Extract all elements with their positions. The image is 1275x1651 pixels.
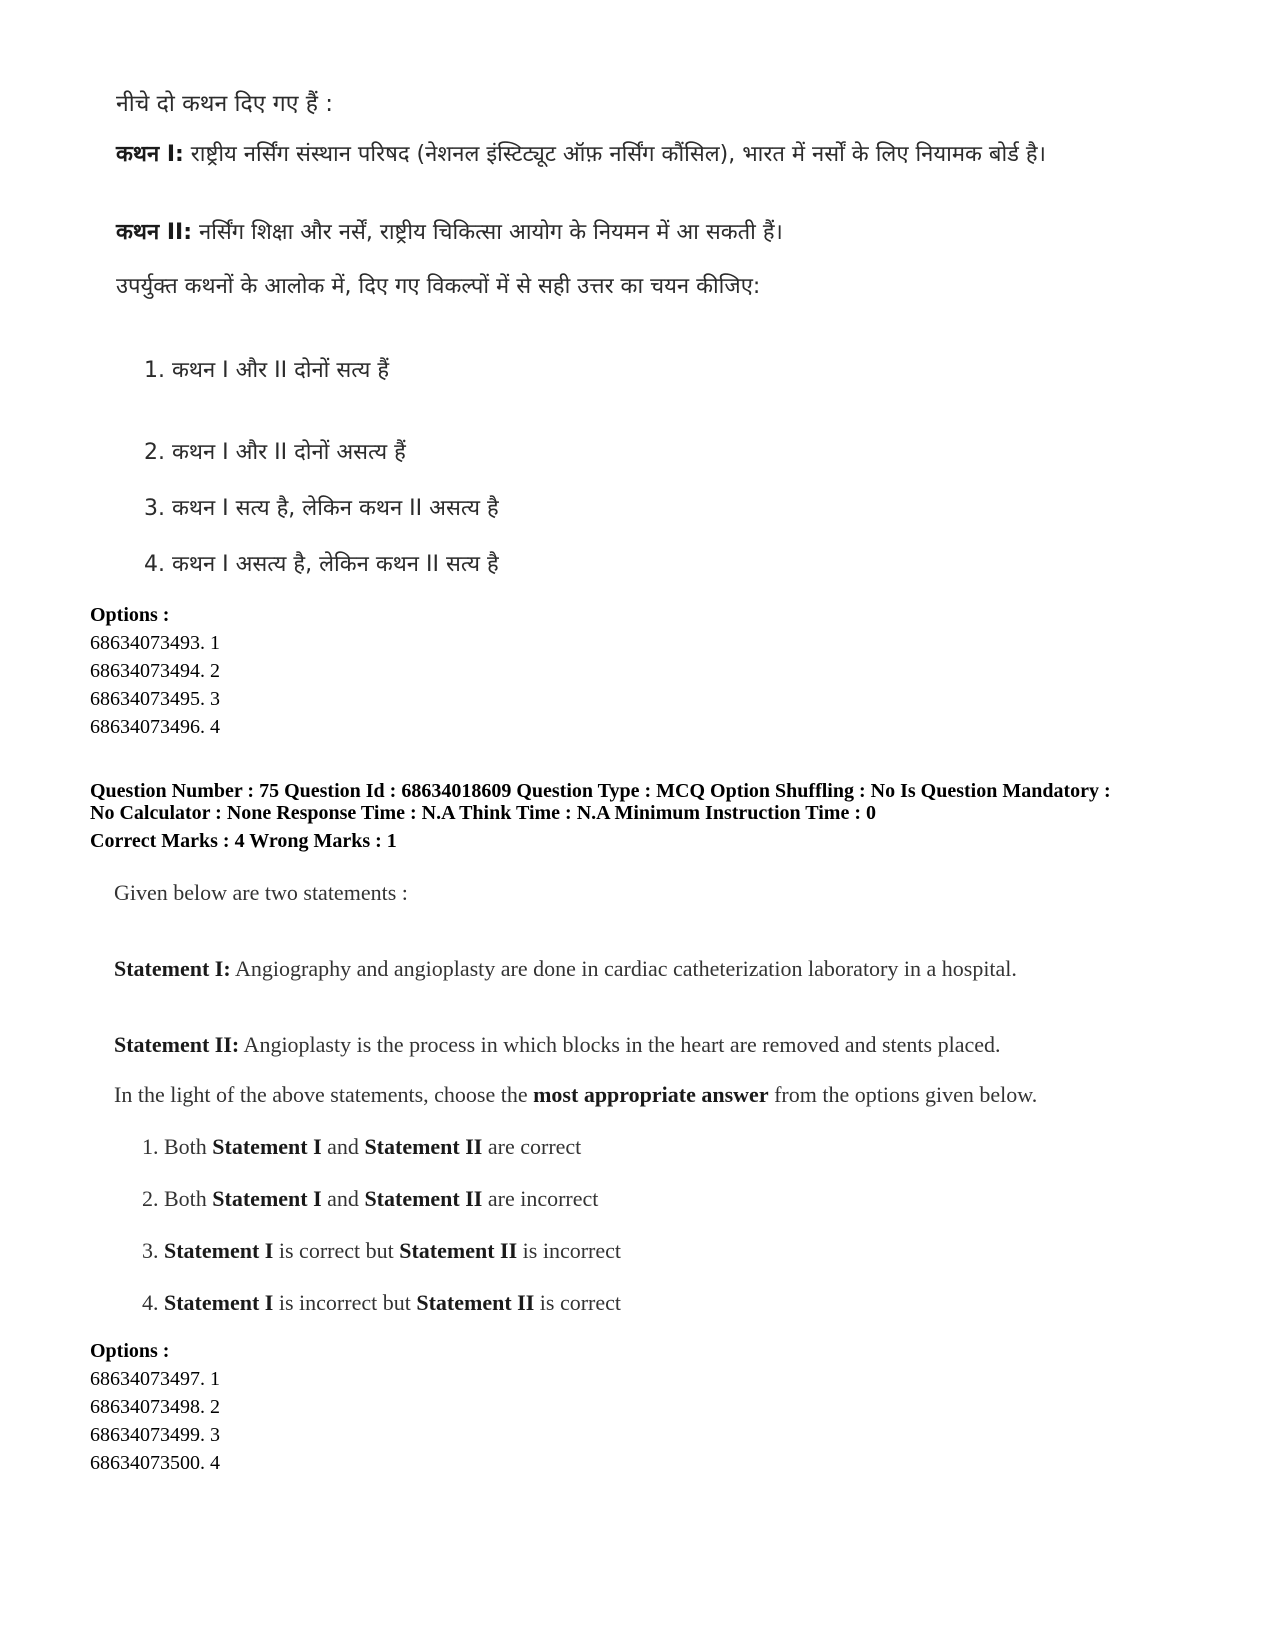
q74-statement-1-text: राष्ट्रीय नर्सिंग संस्थान परिषद (नेशनल इंस्टिट्यूट ऑफ़ नर्सिंग कौंसिल), भारत में नर्सों के लिए नियामक बोर्ड है। [183,142,1046,167]
q75-choice-4 [142,1290,621,1316]
q74-statement-1 [116,138,1046,168]
q75-statement-1-label: Statement I: [114,956,231,981]
q74-statement-2 [116,216,783,246]
q75-choice-3-part: 3. [142,1238,164,1263]
q75-choice-4-bold-1: Statement I [164,1290,274,1315]
q75-option-2: 68634073498. 2 [90,1396,220,1418]
q75-choice-2-bold-1: Statement I [212,1186,322,1211]
q74-choice-3: 3. कथन I सत्य है, लेकिन कथन II असत्य है [144,496,499,521]
q75-choice-2-part: 2. Both [142,1186,213,1211]
q75-choice-2-bold-2: Statement II [364,1186,483,1211]
q75-choice-4-part: 4. [142,1290,164,1315]
q75-choice-1-part: 1. Both [142,1134,213,1159]
q75-statement-2-text: Angioplasty is the process in which blocks in the heart are removed and stents placed. [239,1032,1001,1057]
q74-statement-2-text: नर्सिंग शिक्षा और नर्सें, राष्ट्रीय चिकित्सा आयोग के नियमन में आ सकती हैं। [192,220,783,245]
q75-options-label: Options : [90,1340,170,1362]
q74-choice-2: 2. कथन I और II दोनों असत्य हैं [144,440,406,465]
q74-option-4: 68634073496. 4 [90,716,220,738]
q74-instruction: उपर्युक्त कथनों के आलोक में, दिए गए विकल्पों में से सही उत्तर का चयन कीजिए: [116,274,761,299]
q75-intro: Given below are two statements : [114,880,408,905]
q74-choice-1: 1. कथन I और II दोनों सत्य हैं [144,358,390,383]
q75-choice-2-part: and [321,1186,365,1211]
q75-meta-line-2: No Calculator : None Response Time : N.A Think Time : N.A Minimum Instruction Time : 0 [90,802,876,824]
q75-choice-1-part: are correct [482,1134,582,1159]
q74-option-2: 68634073494. 2 [90,660,220,682]
q74-choice-4: 4. कथन I असत्य है, लेकिन कथन II सत्य है [144,552,499,577]
q75-option-1: 68634073497. 1 [90,1368,220,1390]
q74-statement-1-label: कथन I: [116,142,184,167]
q75-choice-4-bold-2: Statement II [416,1290,535,1315]
q75-option-3: 68634073499. 3 [90,1424,220,1446]
q75-option-4: 68634073500. 4 [90,1452,220,1474]
q75-choice-1 [142,1134,581,1160]
q75-instruction-pre: In the light of the above statements, choose the [114,1082,534,1107]
q75-statement-1-text: Angiography and angioplasty are done in cardiac catheterization laboratory in a hospital. [230,956,1017,981]
q75-choice-1-part: and [321,1134,365,1159]
q75-choice-2 [142,1186,598,1212]
q75-choice-2-part: are incorrect [482,1186,599,1211]
q75-statement-2 [114,1032,1001,1058]
q75-choice-1-bold-2: Statement II [364,1134,483,1159]
q75-instruction [114,1082,1037,1108]
q75-marks-line: Correct Marks : 4 Wrong Marks : 1 [90,830,397,852]
q74-intro: नीचे दो कथन दिए गए हैं : [116,91,334,117]
q75-meta-line-1: Question Number : 75 Question Id : 68634018609 Question Type : MCQ Option Shuffling : No Is Question Mandatory : [90,780,1111,802]
q75-statement-2-label: Statement II: [114,1032,240,1057]
q75-choice-3-part: is incorrect [517,1238,622,1263]
q75-choice-4-part: is incorrect but [273,1290,417,1315]
q75-choice-1-bold-1: Statement I [212,1134,322,1159]
q75-choice-3-bold-1: Statement I [164,1238,274,1263]
q75-instruction-bold: most appropriate answer [533,1082,769,1107]
q75-choice-3-bold-2: Statement II [399,1238,518,1263]
q75-choice-4-part: is correct [534,1290,622,1315]
q75-statement-1 [114,956,1017,982]
q74-statement-2-label: कथन II: [116,220,192,245]
q75-instruction-post: from the options given below. [768,1082,1038,1107]
q75-choice-3 [142,1238,621,1264]
q74-option-1: 68634073493. 1 [90,632,220,654]
q74-option-3: 68634073495. 3 [90,688,220,710]
q75-choice-3-part: is correct but [273,1238,400,1263]
q74-options-label: Options : [90,604,170,626]
